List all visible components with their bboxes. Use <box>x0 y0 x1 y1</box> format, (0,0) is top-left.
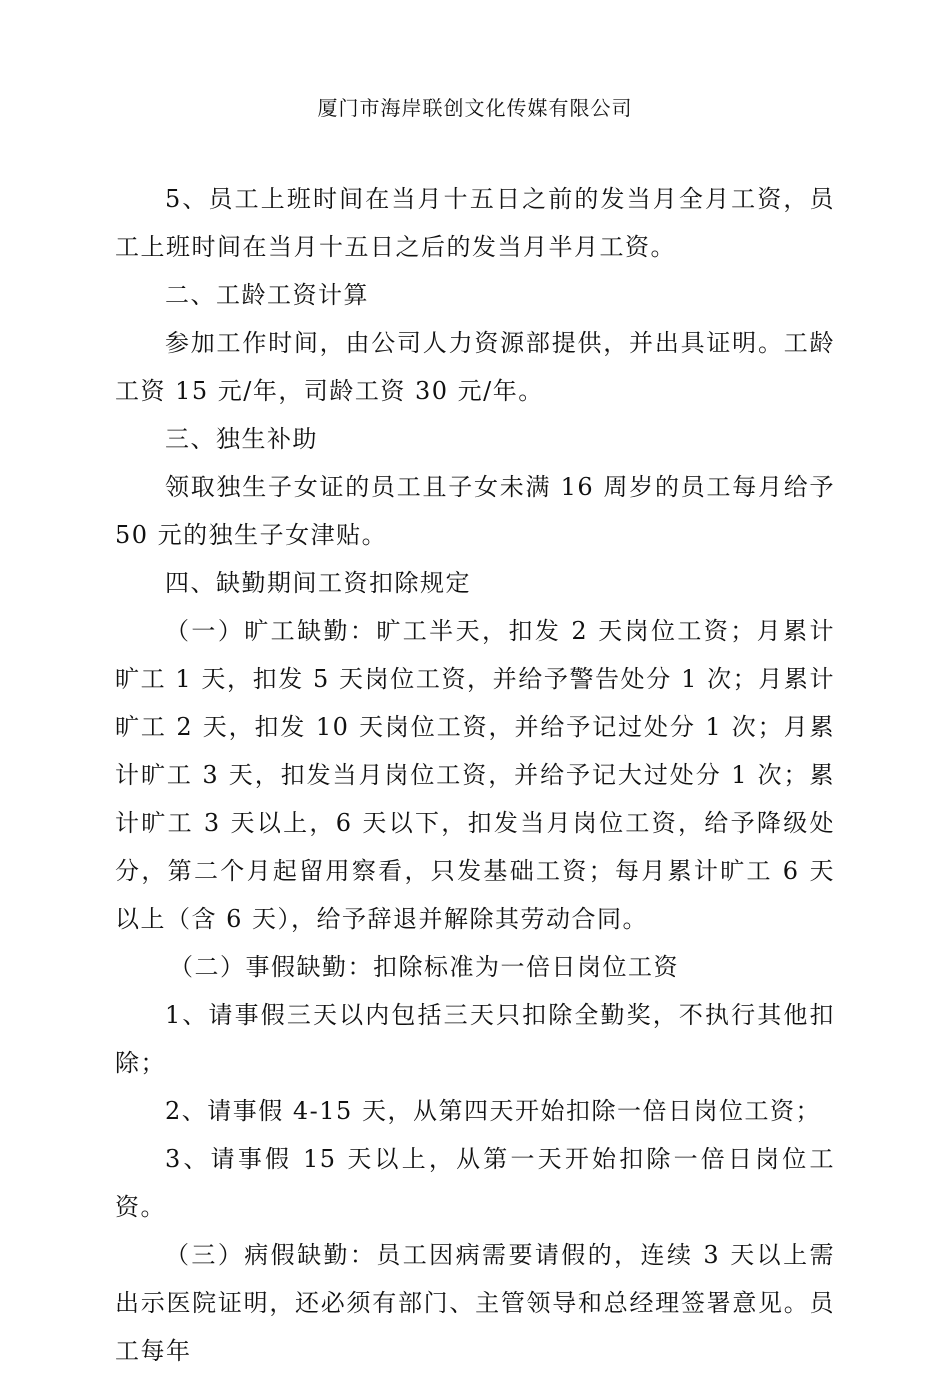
paragraph-seniority-pay: 参加工作时间，由公司人力资源部提供，并出具证明。工龄工资 15 元/年，司龄工资 30 元/年。 <box>115 329 835 405</box>
list-item-personal-leave-2: 2、请事假 4-15 天，从第四天开始扣除一倍日岗位工资； <box>165 1097 821 1125</box>
paragraph-absenteeism: （一）旷工缺勤：旷工半天，扣发 2 天岗位工资；月累计旷工 1 天，扣发 5 天岗位工资，并给予警告处分 1 次；月累计旷工 2 天，扣发 10 天岗位工资，并给予记过处分 1 次；月累计旷工 3 天，扣发当月岗位工资，并给予记大过处分 1 次；累计旷工 3 天以上，6 天以下，扣发当月岗位工资，给予降级处分，第二个月起留用察看，只发基础工资；每月累计旷工 6 天以上（含 6 天），给予辞退并解除其劳动合同。 <box>115 617 835 933</box>
section-heading-absence-deduction: 四、缺勤期间工资扣除规定 <box>165 569 471 597</box>
paragraph-salary-start-date: 5、员工上班时间在当月十五日之前的发当月全月工资，员工上班时间在当月十五日之后的发当月半月工资。 <box>115 185 835 261</box>
list-item-personal-leave-3: 3、请事假 15 天以上，从第一天开始扣除一倍日岗位工资。 <box>115 1145 835 1221</box>
paragraph-sick-leave: （三）病假缺勤：员工因病需要请假的，连续 3 天以上需出示医院证明，还必须有部门、主管领导和总经理签署意见。员工每年 <box>115 1241 835 1365</box>
paragraph-only-child-subsidy: 领取独生子女证的员工且子女未满 16 周岁的员工每月给予 50 元的独生子女津贴。 <box>115 473 835 549</box>
section-heading-only-child-subsidy: 三、独生补助 <box>165 425 318 453</box>
page-header: 厦门市海岸联创文化传媒有限公司 <box>317 96 633 120</box>
subheading-personal-leave: （二）事假缺勤：扣除标准为一倍日岗位工资 <box>169 953 679 981</box>
section-heading-seniority-pay: 二、工龄工资计算 <box>165 281 369 309</box>
list-item-personal-leave-1: 1、请事假三天以内包括三天只扣除全勤奖，不执行其他扣除； <box>115 1001 835 1077</box>
document-body <box>115 175 835 1375</box>
